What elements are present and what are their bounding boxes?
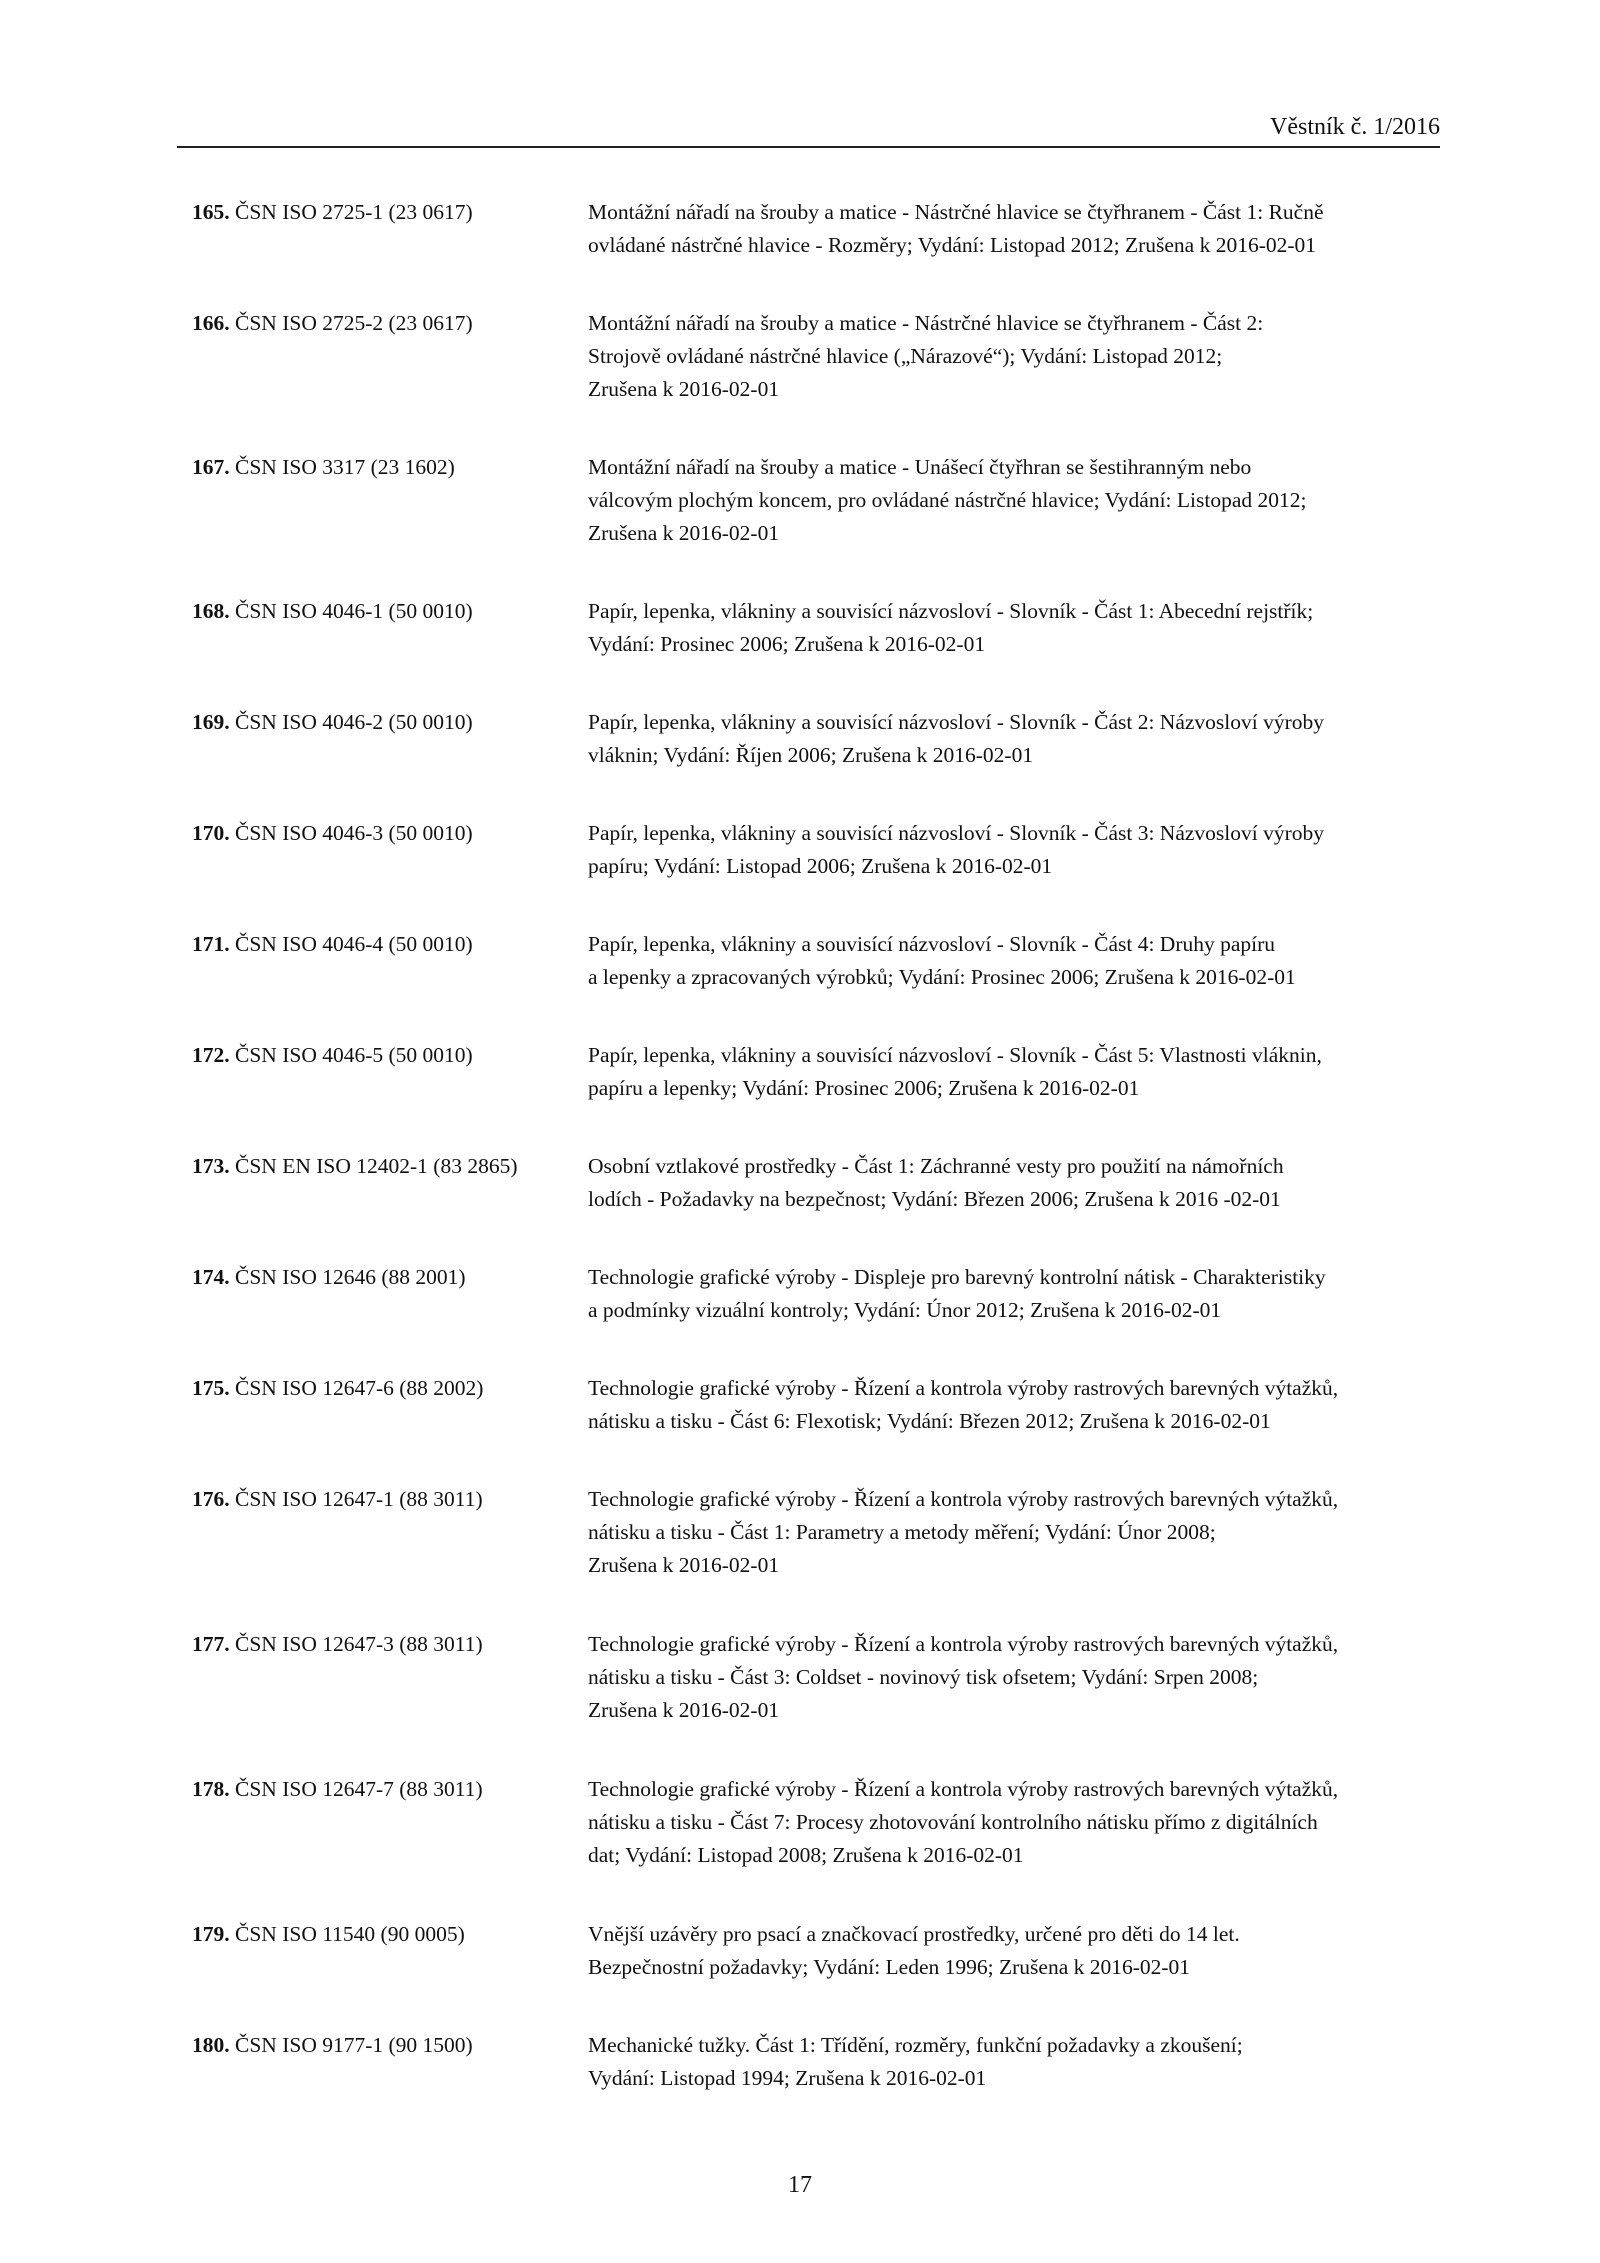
- standard-designation: [192, 307, 588, 340]
- standard-designation: [192, 817, 588, 850]
- standard-code: ČSN ISO 11540 (90 0005): [235, 1922, 465, 1946]
- list-item: [192, 1773, 1452, 1872]
- description-line: válcovým plochým koncem, pro ovládané nástrčné hlavice; Vydání: Listopad 2012;: [588, 488, 1307, 512]
- description-line: Montážní nářadí na šrouby a matice - Nástrčné hlavice se čtyřhranem - Část 1: Ručně: [588, 200, 1324, 224]
- description-line: Papír, lepenka, vlákniny a souvisící názvosloví - Slovník - Část 3: Názvosloví výroby: [588, 821, 1325, 845]
- standard-code: ČSN ISO 12647-6 (88 2002): [235, 1376, 484, 1400]
- standard-code: ČSN ISO 9177-1 (90 1500): [235, 2033, 473, 2057]
- entry-number: 169.: [192, 710, 230, 734]
- list-item: [192, 1039, 1452, 1105]
- standards-list: [192, 196, 1452, 2140]
- description-line: Technologie grafické výroby - Řízení a kontrola výroby rastrových barevných výtažků,: [588, 1487, 1339, 1511]
- description-line: ovládané nástrčné hlavice - Rozměry; Vydání: Listopad 2012; Zrušena k 2016-02-01: [588, 233, 1317, 257]
- standard-description: [588, 928, 1452, 994]
- standard-designation: [192, 2029, 588, 2062]
- standard-designation: [192, 1039, 588, 1072]
- entry-number: 171.: [192, 932, 230, 956]
- standard-code: ČSN ISO 4046-5 (50 0010): [235, 1043, 473, 1067]
- bulletin-title: Věstník č. 1/2016: [1270, 114, 1440, 140]
- list-item: [192, 451, 1452, 550]
- description-line: nátisku a tisku - Část 6: Flexotisk; Vydání: Březen 2012; Zrušena k 2016-02-01: [588, 1409, 1271, 1433]
- entry-number: 178.: [192, 1777, 230, 1801]
- standard-code: ČSN ISO 2725-1 (23 0617): [235, 200, 473, 224]
- standard-code: ČSN ISO 3317 (23 1602): [235, 455, 455, 479]
- description-line: Vydání: Prosinec 2006; Zrušena k 2016-02-01: [588, 632, 986, 656]
- list-item: [192, 196, 1452, 262]
- standard-designation: [192, 196, 588, 229]
- description-line: lodích - Požadavky na bezpečnost; Vydání: Březen 2006; Zrušena k 2016 -02-01: [588, 1187, 1281, 1211]
- standard-code: ČSN ISO 4046-4 (50 0010): [235, 932, 473, 956]
- standard-description: [588, 817, 1452, 883]
- description-line: Zrušena k 2016-02-01: [588, 1698, 780, 1722]
- standard-code: ČSN ISO 12646 (88 2001): [235, 1265, 466, 1289]
- standard-description: [588, 1918, 1452, 1984]
- standard-code: ČSN ISO 12647-1 (88 3011): [235, 1487, 483, 1511]
- list-item: [192, 2029, 1452, 2095]
- list-item: [192, 1261, 1452, 1327]
- standard-designation: [192, 1628, 588, 1661]
- standard-description: [588, 1261, 1452, 1327]
- standard-description: [588, 196, 1452, 262]
- standard-designation: [192, 1372, 588, 1405]
- standard-description: [588, 1150, 1452, 1216]
- list-item: [192, 1918, 1452, 1984]
- description-line: Osobní vztlakové prostředky - Část 1: Záchranné vesty pro použití na námořních: [588, 1154, 1284, 1178]
- entry-number: 175.: [192, 1376, 230, 1400]
- list-item: [192, 706, 1452, 772]
- description-line: Mechanické tužky. Část 1: Třídění, rozměry, funkční požadavky a zkoušení;: [588, 2033, 1243, 2057]
- entry-number: 179.: [192, 1922, 230, 1946]
- standard-designation: [192, 595, 588, 628]
- description-line: Technologie grafické výroby - Displeje pro barevný kontrolní nátisk - Charakteristiky: [588, 1265, 1326, 1289]
- standard-description: [588, 1483, 1452, 1582]
- entry-number: 170.: [192, 821, 230, 845]
- standard-description: [588, 451, 1452, 550]
- entry-number: 172.: [192, 1043, 230, 1067]
- standard-description: [588, 2029, 1452, 2095]
- list-item: [192, 1372, 1452, 1438]
- entry-number: 165.: [192, 200, 230, 224]
- page-header: [177, 112, 1440, 148]
- description-line: a podmínky vizuální kontroly; Vydání: Únor 2012; Zrušena k 2016-02-01: [588, 1298, 1222, 1322]
- description-line: nátisku a tisku - Část 3: Coldset - novinový tisk ofsetem; Vydání: Srpen 2008;: [588, 1665, 1259, 1689]
- standard-description: [588, 1773, 1452, 1872]
- page-number: 17: [788, 2172, 812, 2198]
- standard-description: [588, 595, 1452, 661]
- entry-number: 168.: [192, 599, 230, 623]
- standard-designation: [192, 1150, 588, 1183]
- standard-code: ČSN ISO 4046-3 (50 0010): [235, 821, 473, 845]
- description-line: Zrušena k 2016-02-01: [588, 521, 780, 545]
- standard-description: [588, 1372, 1452, 1438]
- standard-designation: [192, 706, 588, 739]
- list-item: [192, 595, 1452, 661]
- list-item: [192, 307, 1452, 406]
- standard-description: [588, 706, 1452, 772]
- description-line: a lepenky a zpracovaných výrobků; Vydání: Prosinec 2006; Zrušena k 2016-02-01: [588, 965, 1296, 989]
- entry-number: 166.: [192, 311, 230, 335]
- list-item: [192, 1150, 1452, 1216]
- description-line: Papír, lepenka, vlákniny a souvisící názvosloví - Slovník - Část 1: Abecední rejstřík;: [588, 599, 1314, 623]
- standard-code: ČSN ISO 4046-2 (50 0010): [235, 710, 473, 734]
- standard-code: ČSN ISO 12647-3 (88 3011): [235, 1632, 483, 1656]
- description-line: Papír, lepenka, vlákniny a souvisící názvosloví - Slovník - Část 5: Vlastnosti vláknin,: [588, 1043, 1322, 1067]
- description-line: Technologie grafické výroby - Řízení a kontrola výroby rastrových barevných výtažků,: [588, 1632, 1339, 1656]
- list-item: [192, 1483, 1452, 1582]
- standard-designation: [192, 1483, 588, 1516]
- description-line: Papír, lepenka, vlákniny a souvisící názvosloví - Slovník - Část 4: Druhy papíru: [588, 932, 1276, 956]
- standard-designation: [192, 1918, 588, 1951]
- standard-code: ČSN ISO 12647-7 (88 3011): [235, 1777, 483, 1801]
- description-line: papíru; Vydání: Listopad 2006; Zrušena k 2016-02-01: [588, 854, 1053, 878]
- entry-number: 176.: [192, 1487, 230, 1511]
- standard-description: [588, 307, 1452, 406]
- entry-number: 167.: [192, 455, 230, 479]
- description-line: nátisku a tisku - Část 1: Parametry a metody měření; Vydání: Únor 2008;: [588, 1520, 1216, 1544]
- description-line: Technologie grafické výroby - Řízení a kontrola výroby rastrových barevných výtažků,: [588, 1777, 1339, 1801]
- entry-number: 173.: [192, 1154, 230, 1178]
- standard-code: ČSN EN ISO 12402-1 (83 2865): [235, 1154, 518, 1178]
- list-item: [192, 928, 1452, 994]
- description-line: Papír, lepenka, vlákniny a souvisící názvosloví - Slovník - Část 2: Názvosloví výroby: [588, 710, 1325, 734]
- list-item: [192, 1628, 1452, 1727]
- standard-designation: [192, 928, 588, 961]
- description-line: nátisku a tisku - Část 7: Procesy zhotovování kontrolního nátisku přímo z digitálních: [588, 1810, 1318, 1834]
- description-line: Zrušena k 2016-02-01: [588, 377, 780, 401]
- description-line: Montážní nářadí na šrouby a matice - Unášecí čtyřhran se šestihranným nebo: [588, 455, 1252, 479]
- entry-number: 177.: [192, 1632, 230, 1656]
- standard-designation: [192, 451, 588, 484]
- description-line: Vydání: Listopad 1994; Zrušena k 2016-02-01: [588, 2066, 987, 2090]
- list-item: [192, 817, 1452, 883]
- description-line: Technologie grafické výroby - Řízení a kontrola výroby rastrových barevných výtažků,: [588, 1376, 1339, 1400]
- entry-number: 180.: [192, 2033, 230, 2057]
- description-line: Vnější uzávěry pro psací a značkovací prostředky, určené pro děti do 14 let.: [588, 1922, 1240, 1946]
- standard-description: [588, 1628, 1452, 1727]
- standard-code: ČSN ISO 2725-2 (23 0617): [235, 311, 473, 335]
- entry-number: 174.: [192, 1265, 230, 1289]
- description-line: papíru a lepenky; Vydání: Prosinec 2006; Zrušena k 2016-02-01: [588, 1076, 1140, 1100]
- standard-designation: [192, 1773, 588, 1806]
- description-line: dat; Vydání: Listopad 2008; Zrušena k 2016-02-01: [588, 1843, 1024, 1867]
- description-line: Bezpečnostní požadavky; Vydání: Leden 1996; Zrušena k 2016-02-01: [588, 1955, 1191, 1979]
- description-line: Strojově ovládané nástrčné hlavice („Nárazové“); Vydání: Listopad 2012;: [588, 344, 1223, 368]
- standard-designation: [192, 1261, 588, 1294]
- standard-code: ČSN ISO 4046-1 (50 0010): [235, 599, 473, 623]
- standard-description: [588, 1039, 1452, 1105]
- description-line: Montážní nářadí na šrouby a matice - Nástrčné hlavice se čtyřhranem - Část 2:: [588, 311, 1264, 335]
- description-line: Zrušena k 2016-02-01: [588, 1553, 780, 1577]
- description-line: vláknin; Vydání: Říjen 2006; Zrušena k 2016-02-01: [588, 743, 1034, 767]
